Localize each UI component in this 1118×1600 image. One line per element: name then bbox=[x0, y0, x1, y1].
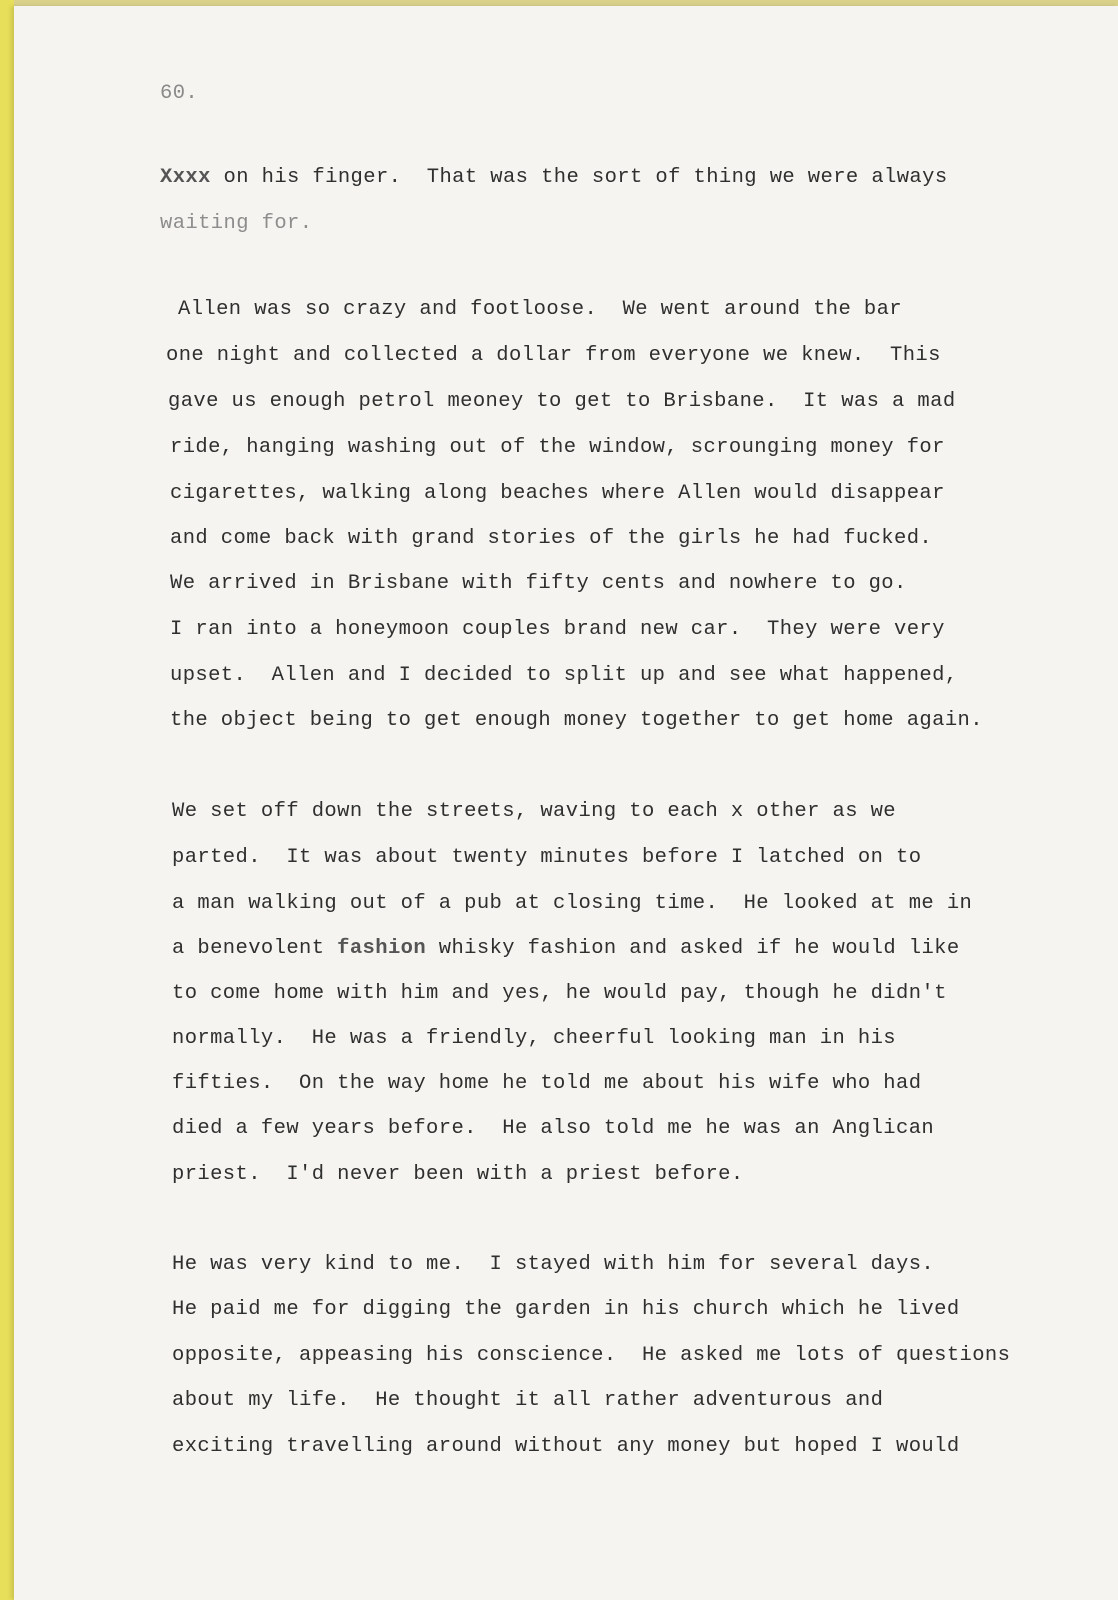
yellow-binding-strip bbox=[0, 0, 14, 1600]
text-line: a man walking out of a pub at closing time. He looked at me in bbox=[172, 892, 973, 915]
struck-out-word: Xxxx bbox=[160, 166, 211, 189]
text-line: exciting travelling around without any money but hoped I would bbox=[172, 1435, 960, 1458]
typed-page bbox=[14, 6, 1118, 1600]
text-line: to come home with him and yes, he would pay, though he didn't bbox=[172, 982, 947, 1005]
text-line: I ran into a honeymoon couples brand new car. They were very bbox=[170, 618, 945, 641]
struck-out-word: fashion bbox=[337, 937, 427, 960]
text-line bbox=[172, 937, 960, 960]
text-line bbox=[160, 166, 948, 189]
text-line: and come back with grand stories of the girls he had fucked. bbox=[170, 527, 933, 550]
text-line: priest. I'd never been with a priest before. bbox=[172, 1163, 744, 1186]
text-line: parted. It was about twenty minutes before I latched on to bbox=[172, 846, 922, 869]
text-line: We arrived in Brisbane with fifty cents and nowhere to go. bbox=[170, 572, 907, 595]
text-line: about my life. He thought it all rather adventurous and bbox=[172, 1389, 884, 1412]
text-line: upset. Allen and I decided to split up and see what happened, bbox=[170, 664, 958, 687]
text-line: normally. He was a friendly, cheerful looking man in his bbox=[172, 1027, 897, 1050]
text-line: gave us enough petrol meoney to get to Brisbane. It was a mad bbox=[168, 390, 956, 413]
text-line: Allen was so crazy and footloose. We went around the bar bbox=[178, 298, 903, 321]
line-text: on his finger. That was the sort of thing we were always bbox=[223, 166, 948, 189]
text-line: fifties. On the way home he told me about his wife who had bbox=[172, 1072, 922, 1095]
text-line: waiting for. bbox=[160, 212, 313, 235]
text-line: opposite, appeasing his conscience. He asked me lots of questions bbox=[172, 1344, 1011, 1367]
line-text: whisky fashion and asked if he would like bbox=[438, 937, 960, 960]
text-line: ride, hanging washing out of the window, scrounging money for bbox=[170, 436, 945, 459]
text-line: He was very kind to me. I stayed with him for several days. bbox=[172, 1253, 935, 1276]
text-line: We set off down the streets, waving to each x other as we bbox=[172, 800, 897, 823]
text-line: died a few years before. He also told me he was an Anglican bbox=[172, 1117, 935, 1140]
text-line: cigarettes, walking along beaches where Allen would disappear bbox=[170, 482, 945, 505]
page-number: 60. bbox=[160, 82, 199, 105]
line-text: a benevolent bbox=[172, 937, 325, 960]
text-line: one night and collected a dollar from everyone we knew. This bbox=[166, 344, 941, 367]
text-line: the object being to get enough money together to get home again. bbox=[170, 709, 983, 732]
text-line: He paid me for digging the garden in his church which he lived bbox=[172, 1298, 960, 1321]
